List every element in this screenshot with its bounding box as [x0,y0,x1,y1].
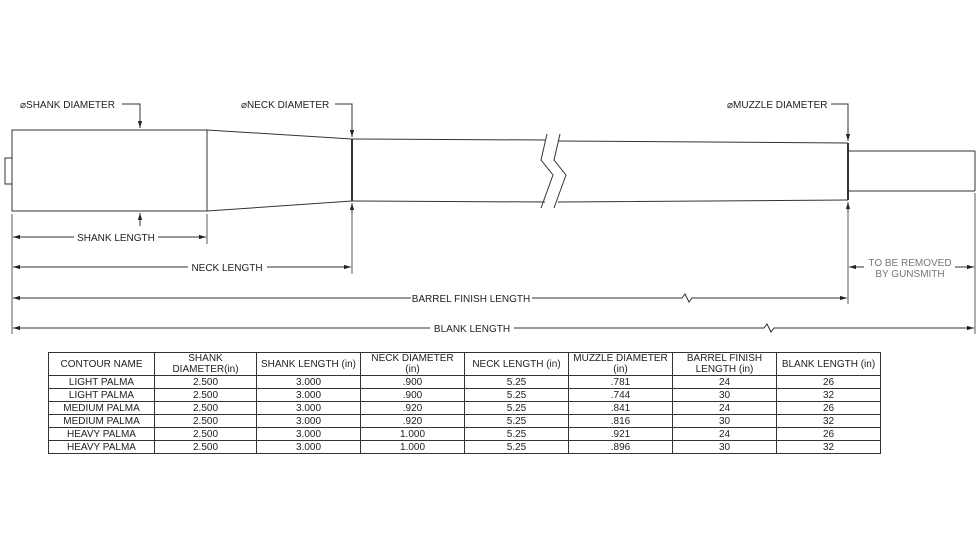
table-row [49,428,881,441]
shank-length-label: SHANK LENGTH [77,233,155,244]
shank-diameter-label: ⌀SHANK DIAMETER [20,100,115,111]
table-cell: .900 [361,389,465,402]
table-cell: 26 [777,376,881,389]
table-cell: 3.000 [257,376,361,389]
break-symbol [541,134,566,208]
table-cell: 3.000 [257,428,361,441]
table-row [49,402,881,415]
muzzle-diameter-leader [831,104,848,141]
table-row [49,389,881,402]
header-neck-diameter: NECK DIAMETER (in) [361,353,465,376]
table-cell: 24 [673,428,777,441]
table-row [49,376,881,389]
table-cell: 2.500 [155,441,257,454]
table-cell: .900 [361,376,465,389]
extension-lines [12,193,975,334]
header-barrel-finish-length: BARREL FINISH LENGTH (in) [673,353,777,376]
neck-length-label: NECK LENGTH [191,263,263,274]
header-neck-length: NECK LENGTH (in) [465,353,569,376]
blank-length-label: BLANK LENGTH [433,324,511,335]
table-cell: 2.500 [155,389,257,402]
table-cell: 3.000 [257,415,361,428]
breech-stub [5,158,12,184]
table-cell: 2.500 [155,376,257,389]
table-cell: 5.25 [465,389,569,402]
neck-diameter-leader [335,104,352,137]
barrel-finish-dim-right [532,294,847,302]
table-cell: .920 [361,415,465,428]
table-cell: .896 [569,441,673,454]
table-cell: 5.25 [465,402,569,415]
shank-diameter-leader [122,104,140,128]
header-blank-length: BLANK LENGTH (in) [777,353,881,376]
dimension-lines [13,237,974,332]
table-cell: .744 [569,389,673,402]
contour-spec-table [48,352,881,454]
table-cell: 3.000 [257,389,361,402]
table-cell: 5.25 [465,428,569,441]
to-be-removed-label-2: BY GUNSMITH [875,269,945,280]
table-row [49,415,881,428]
table-cell: LIGHT PALMA [49,389,155,402]
neck-diameter-label: ⌀NECK DIAMETER [241,100,330,111]
table-cell: .841 [569,402,673,415]
table-cell: 32 [777,415,881,428]
dimension-labels [20,100,952,335]
table-header-row [49,353,881,376]
table-cell: .781 [569,376,673,389]
taper-section [207,130,352,211]
table-cell: .816 [569,415,673,428]
table-cell: 26 [777,402,881,415]
header-muzzle-diameter: MUZZLE DIAMETER (in) [569,353,673,376]
table-cell: 30 [673,441,777,454]
shank-section [12,130,207,211]
table-cell: 26 [777,428,881,441]
table-cell: 5.25 [465,376,569,389]
table-cell: 30 [673,389,777,402]
table-cell: .920 [361,402,465,415]
to-be-removed-label-1: TO BE REMOVED [868,258,952,269]
leader-lines [122,104,848,226]
table-cell: HEAVY PALMA [49,428,155,441]
header-shank-diameter: SHANK DIAMETER(in) [155,353,257,376]
removable-section [848,151,975,191]
table-cell: 2.500 [155,428,257,441]
barrel-section-left [352,139,545,202]
blank-length-dim-right [514,324,974,332]
table-cell: 5.25 [465,441,569,454]
table-cell: 32 [777,389,881,402]
barrel-outline [5,130,975,211]
barrel-section-right [558,141,848,202]
table-cell: HEAVY PALMA [49,441,155,454]
table-cell: 32 [777,441,881,454]
table-cell: 1.000 [361,441,465,454]
table-cell: 1.000 [361,428,465,441]
table-cell: 30 [673,415,777,428]
table-cell: MEDIUM PALMA [49,415,155,428]
table-cell: 24 [673,376,777,389]
table-cell: MEDIUM PALMA [49,402,155,415]
table-cell: 24 [673,402,777,415]
table-cell: 3.000 [257,441,361,454]
header-contour-name: CONTOUR NAME [49,353,155,376]
table-cell: .921 [569,428,673,441]
header-shank-length: SHANK LENGTH (in) [257,353,361,376]
muzzle-diameter-label: ⌀MUZZLE DIAMETER [727,100,828,111]
table-cell: 3.000 [257,402,361,415]
table-cell: 2.500 [155,415,257,428]
barrel-finish-length-label: BARREL FINISH LENGTH [411,294,531,305]
table-cell: LIGHT PALMA [49,376,155,389]
table-cell: 2.500 [155,402,257,415]
table-cell: 5.25 [465,415,569,428]
table-row [49,441,881,454]
